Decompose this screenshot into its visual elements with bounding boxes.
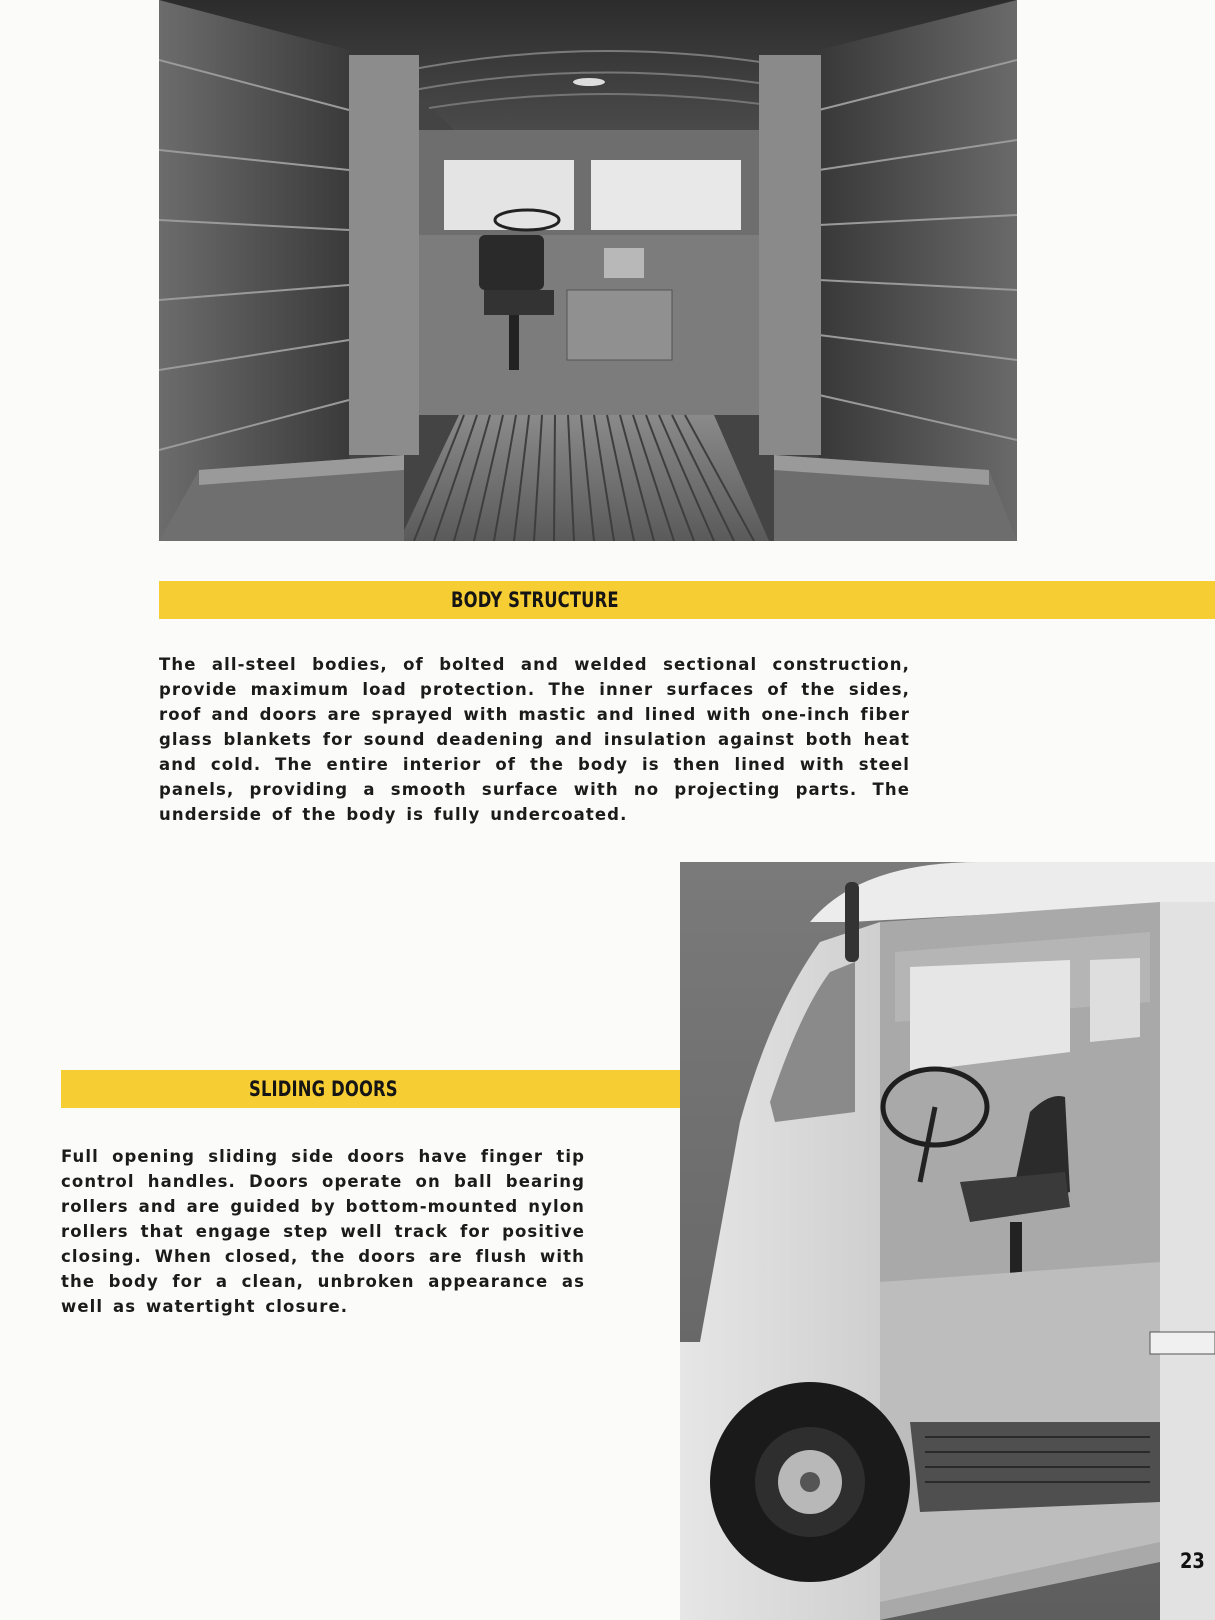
sliding-door-photo [680, 862, 1215, 1620]
body-structure-paragraph: The all-steel bodies, of bolted and welded sectional construction, provide maximum load protection. The inner surfaces of the sides, roof and doors are sprayed with mastic and lined with one-inch fiber glass blankets for sound deadening and insulation against both heat and cold. The entire interior of the body is then lined with steel panels, providing a smooth surface with no projecting parts. The underside of the body is fully undercoated. [159, 655, 910, 824]
sliding-doors-heading-band [61, 1070, 681, 1108]
page-number: 23 [1180, 1549, 1205, 1573]
body-structure-heading-band [159, 581, 1215, 619]
body-interior-photo [159, 0, 1017, 541]
body-structure-heading: BODY STRUCTURE [451, 588, 619, 612]
sliding-doors-heading: SLIDING DOORS [249, 1077, 398, 1101]
sliding-doors-paragraph: Full opening sliding side doors have finger tip control handles. Doors operate on ball bearing rollers and are guided by bottom-mounted nylon rollers that engage step well track for positive closing. When closed, the doors are flush with the body for a clean, unbroken appearance as well as watertight closure. [61, 1147, 585, 1316]
